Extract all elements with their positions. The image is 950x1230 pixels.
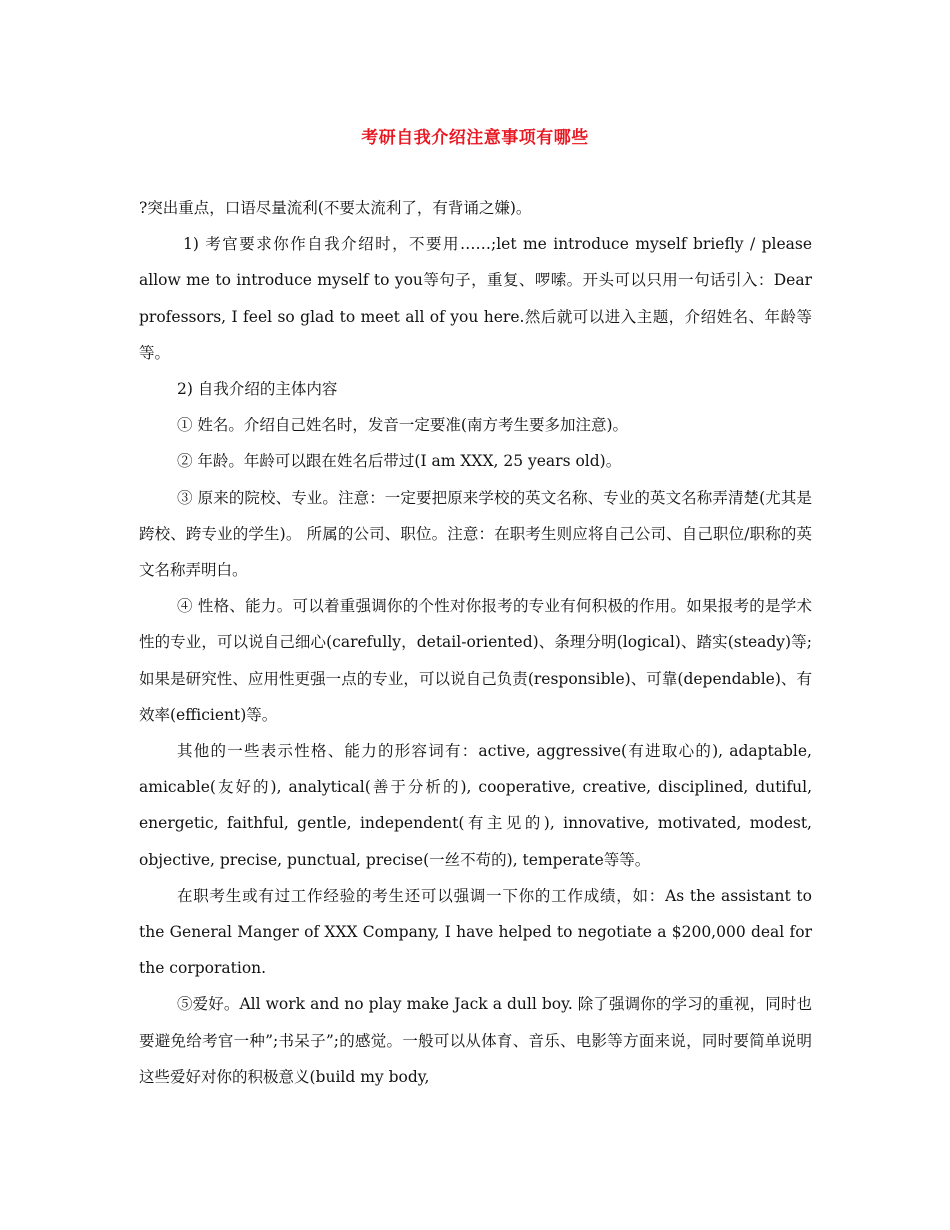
paragraph-adjectives: 其他的一些表示性格、能力的形容词有：active, aggressive(有进取心的), adaptable, amicable(友好的), analytical(善于分析的), cooperative, creative, disciplined, dutiful, energetic, faithful, gentle, independent(有主见的), innovative, motivated, modest, objective, precise, punctual, precise(一丝不苟的), temperate等等。 xyxy=(139,742,812,869)
document-title: 考研自我介绍注意事项有哪些 xyxy=(361,128,589,148)
paragraph-intro: ?突出重点，口语尽量流利(不要太流利了，有背诵之嫌)。 xyxy=(139,199,532,217)
paragraph-point-2: 2) 自我介绍的主体内容 xyxy=(177,380,338,399)
paragraph-personality: ④ 性格、能力。可以着重强调你的个性对你报考的专业有何积极的作用。如果报考的是学术性的专业，可以说自己细心(carefully，detail-oriented)、条理分明(logical)、踏实(steady)等;如果是研究性、应用性更强一点的专业，可以说自己负责(responsible)、可靠(dependable)、有效率(efficient)等。 xyxy=(139,597,812,724)
paragraph-work-experience: 在职考生或有过工作经验的考生还可以强调一下你的工作成绩，如：As the assistant to the General Manger of XXX Company, I have helped to negotiate a $200,000 deal for the corporation. xyxy=(139,886,812,978)
document-body xyxy=(139,190,812,1095)
paragraph-age: ② 年龄。年龄可以跟在姓名后带过(I am XXX, 25 years old)。 xyxy=(177,452,622,471)
paragraph-name: ① 姓名。介绍自己姓名时，发音一定要准(南方考生要多加注意)。 xyxy=(177,416,629,435)
paragraph-point-1: 1) 考官要求你作自我介绍时，不要用……;let me introduce myself briefly / please allow me to introduce myself to you等句子，重复、啰嗦。开头可以只用一句话引入：Dear professors, I feel so glad to meet all of you here.然后就可以进入主题，介绍姓名、年龄等等。 xyxy=(139,235,812,362)
paragraph-school-major: ③ 原来的院校、专业。注意：一定要把原来学校的英文名称、专业的英文名称弄清楚(尤其是跨校、跨专业的学生)。 所属的公司、职位。注意：在职考生则应将自己公司、自己职位/职称的英文名称弄明白。 xyxy=(139,488,812,580)
paragraph-hobbies: ⑤爱好。All work and no play make Jack a dull boy. 除了强调你的学习的重视，同时也要避免给考官一种”;书呆子”;的感觉。一般可以从体育、音乐、电影等方面来说，同时要简单说明这些爱好对你的积极意义(build my body, xyxy=(139,995,812,1086)
